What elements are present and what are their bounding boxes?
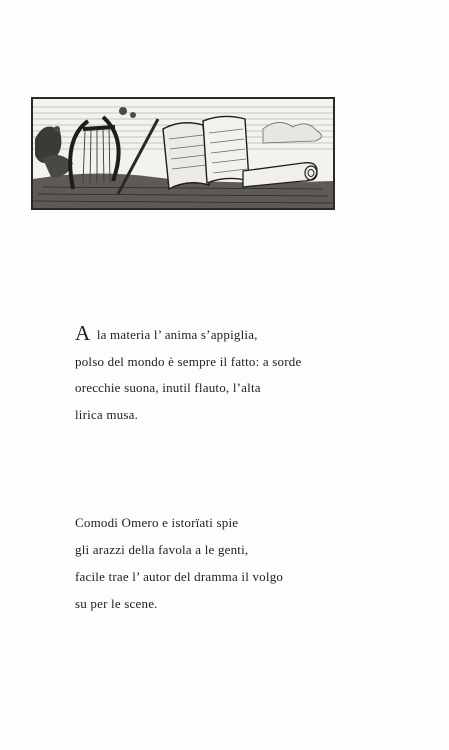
stanza-2 bbox=[75, 510, 283, 618]
stanza-1-line-2: polso del mondo è sempre il fatto: a sorde bbox=[75, 353, 302, 369]
stanza-1-line-3: orecchie suona, inutil flauto, l’alta bbox=[75, 380, 261, 395]
stanza-2-line-3: facile trae l’ autor del dramma il volgo bbox=[75, 569, 284, 584]
stanza-2-line-1: Comodi Omero e istorïati spie bbox=[75, 515, 239, 530]
stanza-1-line-1-text: la materia l’ anima s’appiglia, bbox=[93, 327, 258, 342]
stanza-1-line-1 bbox=[75, 322, 301, 349]
engraved-vignette bbox=[31, 97, 335, 210]
stanza-2-line-2: gli arazzi della favola a le genti, bbox=[75, 542, 249, 557]
engraving-icon bbox=[33, 99, 333, 208]
stanza-1-line-4: lirica musa. bbox=[75, 406, 139, 422]
stanza-1 bbox=[75, 322, 301, 428]
drop-cap: A bbox=[75, 321, 91, 345]
stanza-2-line-4: su per le scene. bbox=[75, 596, 158, 611]
